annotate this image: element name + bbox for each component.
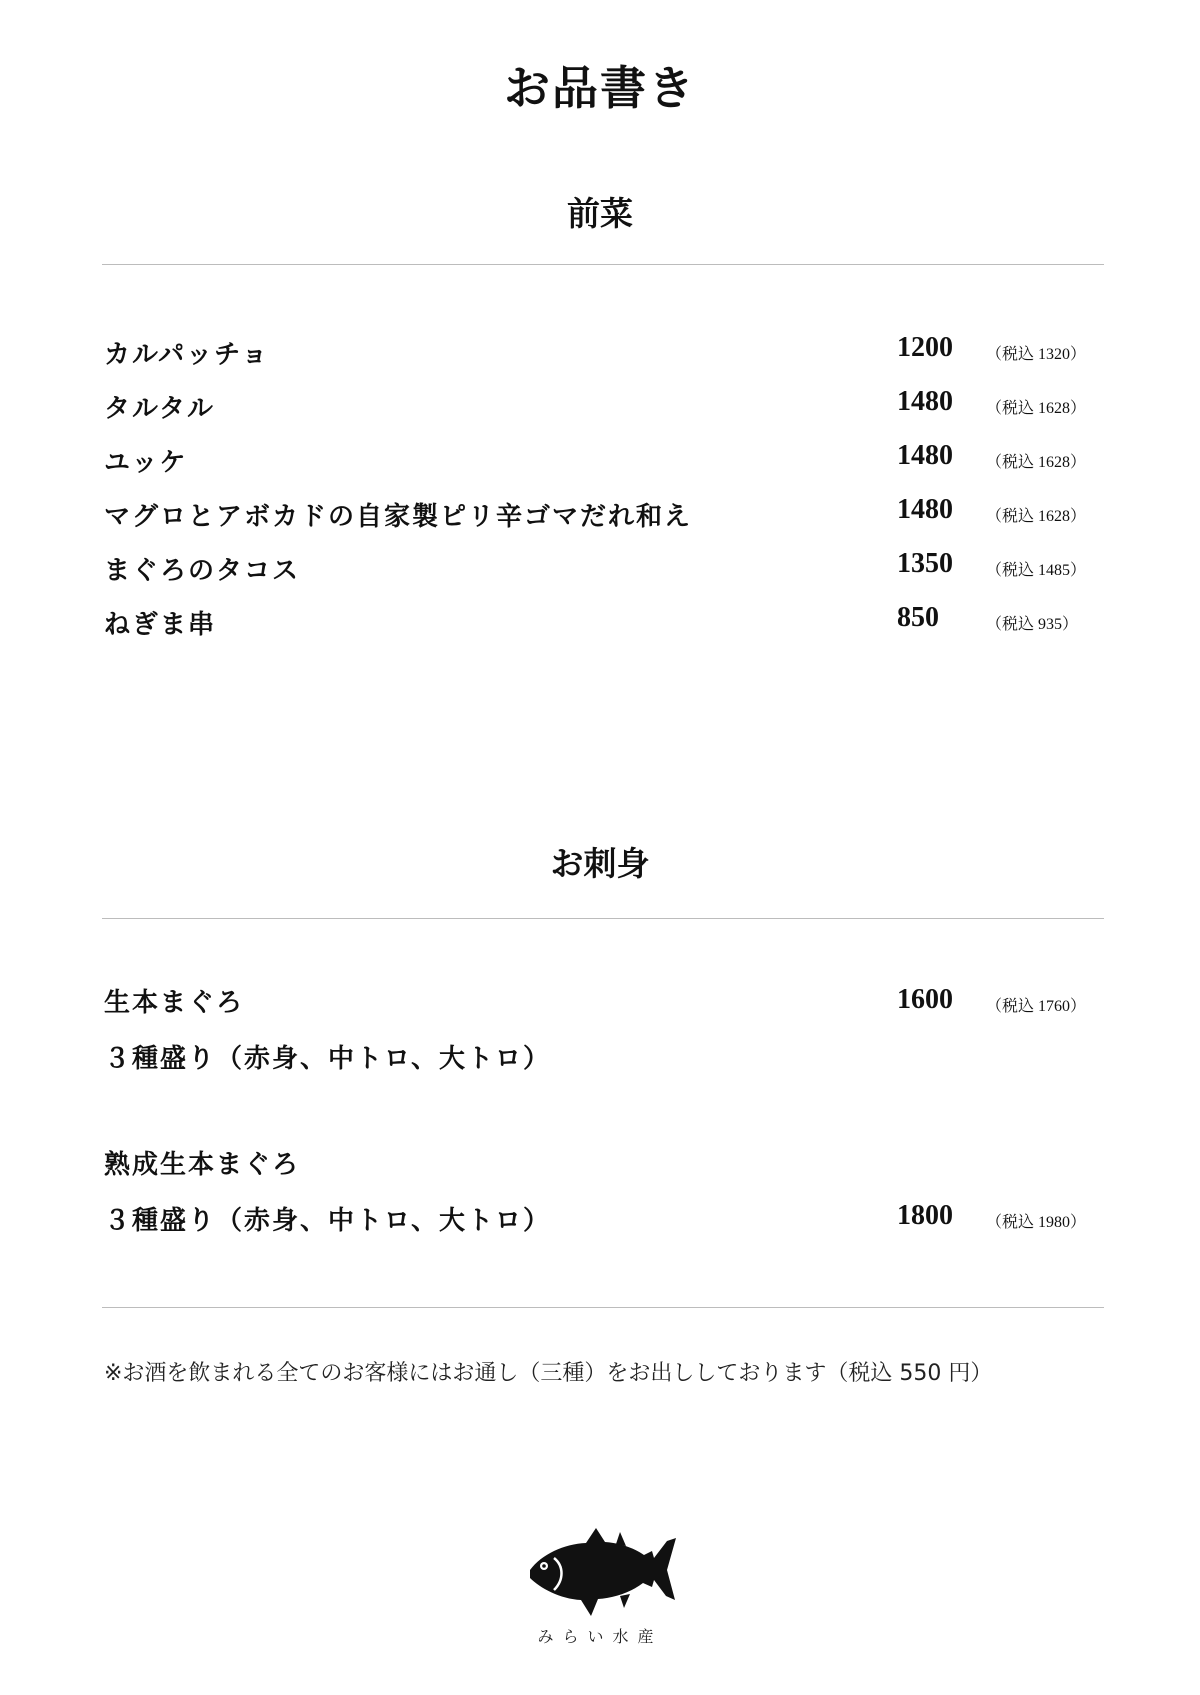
divider xyxy=(102,918,1104,919)
item-description: ３種盛り（赤身、中トロ、大トロ） xyxy=(104,1044,551,1074)
page-title: お品書き xyxy=(504,61,696,115)
item-tax-price: （税込 1628） xyxy=(986,508,1087,525)
item-name: 生本まぐろ xyxy=(104,988,245,1018)
item-name: カルパッチョ xyxy=(104,340,270,370)
section-title-sashimi: お刺身 xyxy=(550,844,650,883)
section-title-appetizers: 前菜 xyxy=(567,194,633,233)
divider xyxy=(102,264,1104,265)
item-price: 1480 xyxy=(897,440,953,471)
item-tax-price: （税込 1628） xyxy=(986,454,1087,471)
item-name: マグロとアボカドの自家製ピリ辛ゴマだれ和え xyxy=(104,502,693,532)
item-name: タルタル xyxy=(104,394,215,424)
item-price: 1350 xyxy=(897,548,953,579)
item-price: 1800 xyxy=(897,1200,953,1231)
item-price: 1600 xyxy=(897,984,953,1015)
item-price: 850 xyxy=(897,602,939,633)
divider xyxy=(102,1307,1104,1308)
item-price: 1480 xyxy=(897,494,953,525)
tuna-fish-icon xyxy=(520,1520,680,1630)
item-tax-price: （税込 1980） xyxy=(986,1214,1087,1231)
item-tax-price: （税込 1485） xyxy=(986,562,1087,579)
brand-name: みらい水産 xyxy=(537,1627,663,1646)
item-tax-price: （税込 1760） xyxy=(986,998,1087,1015)
item-price: 1200 xyxy=(897,332,953,363)
item-price: 1480 xyxy=(897,386,953,417)
item-tax-price: （税込 1628） xyxy=(986,400,1087,417)
item-tax-price: （税込 935） xyxy=(986,616,1079,633)
footnote: ※お酒を飲まれる全てのお客様にはお通し（三種）をお出ししております（税込 550 円） xyxy=(104,1361,993,1386)
item-name: 熟成生本まぐろ xyxy=(104,1150,301,1180)
item-description: ３種盛り（赤身、中トロ、大トロ） xyxy=(104,1206,551,1236)
item-name: まぐろのタコス xyxy=(104,556,301,586)
item-tax-price: （税込 1320） xyxy=(986,346,1087,363)
item-name: ユッケ xyxy=(104,448,188,478)
item-name: ねぎま串 xyxy=(104,610,217,640)
